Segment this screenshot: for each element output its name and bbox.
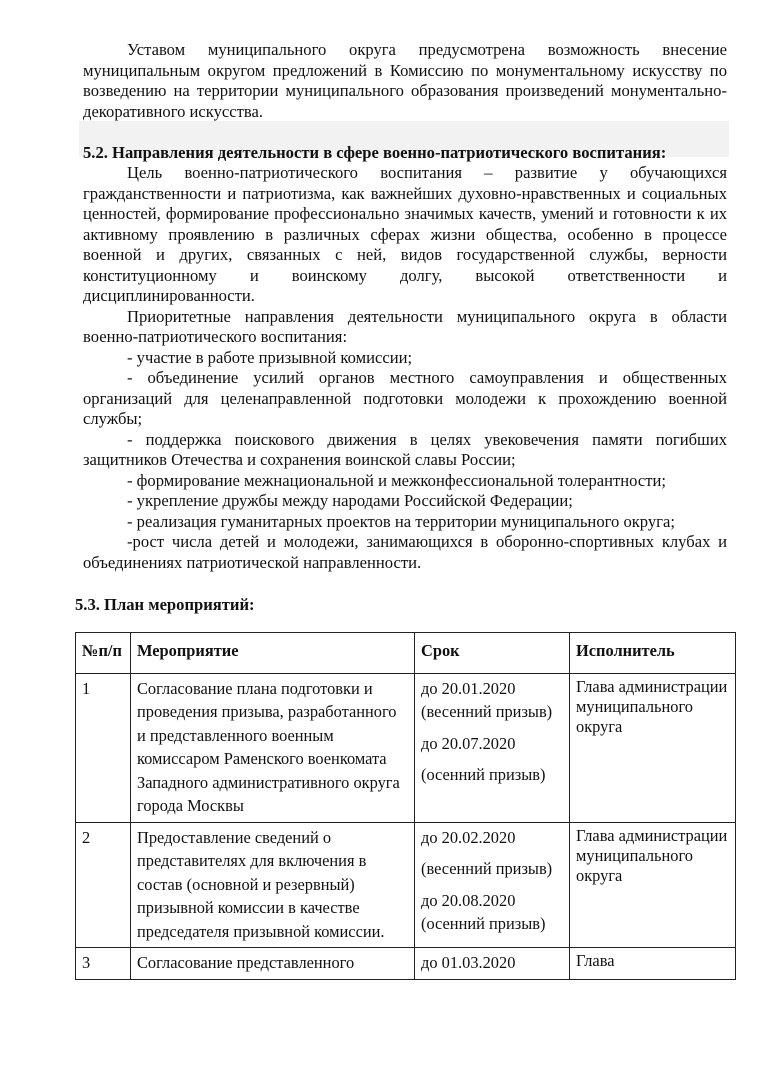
row-number: 3 [76,948,131,980]
row-event: Согласование представленного [131,948,415,980]
term-autumn-label: (осенний призыв) [421,914,546,933]
row-term [415,673,570,822]
row-term [415,822,570,948]
row-executor: Глава администрации муниципального округа [570,673,736,822]
term-autumn-date: до 20.08.2020 [421,890,516,910]
row-executor: Глава [570,948,736,980]
priority-item: - объединение усилий органов местного самоуправления и общественных организаций для целенаправленной подготовки молодежи к прохождению военной службы; [83,368,727,428]
row-number: 2 [76,822,131,948]
header-number: №п/п [76,633,131,674]
header-event: Мероприятие [131,633,415,674]
intro-block [83,40,727,122]
row-event: Предоставление сведений о представителях для включения в состав (основной и резервный) призывной комиссии в качестве председателя призывной комиссии. [131,822,415,948]
term-spring-label: (весенний призыв) [421,702,553,721]
priorities-intro: Приоритетные направления деятельности муниципального округа в области военно-патриотического воспитания: [83,306,727,346]
section-5-2-body [83,163,727,573]
table-row [76,673,736,822]
term-spring-date: до 20.02.2020 [421,827,516,847]
table-header-row [76,633,736,674]
term-spring-date: до 20.01.2020 [421,678,516,698]
section-5-2-heading: 5.2. Направления деятельности в сфере военно-патриотического воспитания: [83,143,667,162]
intro-paragraph: Уставом муниципального округа предусмотрена возможность внесение муниципальным округом предложений в Комиссию по монументальному искусству по возведению на территории муниципального образования произведений монументально-декоративного искусства. [83,40,727,121]
priority-item: - укрепление дружбы между народами Российской Федерации; [127,491,573,510]
term-autumn-date: до 20.07.2020 [421,733,516,753]
priority-item: -рост числа детей и молодежи, занимающихся в оборонно-спортивных клубах и объединениях патриотической направленности. [83,532,727,572]
priority-item: - участие в работе призывной комиссии; [127,347,413,367]
term-autumn-label: (осенний призыв) [421,765,546,784]
priority-item: - поддержка поискового движения в целях увековечения памяти погибших защитников Отечества и сохранения воинской славы России; [83,429,727,469]
term-spring-label: (весенний призыв) [421,859,553,878]
row-event: Согласование плана подготовки и проведения призыва, разработанного и представленного военным комиссаром Раменского военкомата Западного административного округа города Москвы [131,673,415,822]
row-executor: Глава администрации муниципального округа [570,822,736,948]
section-5-3-heading: 5.3. План мероприятий: [75,595,255,614]
table-row [76,822,736,948]
header-term: Срок [415,633,570,674]
row-number: 1 [76,673,131,822]
priority-item: - формирование межнациональной и межконфессиональной толерантности; [127,470,666,490]
header-executor: Исполнитель [570,633,736,674]
row-term: до 01.03.2020 [415,948,570,980]
goal-paragraph: Цель военно-патриотического воспитания – развитие у обучающихся гражданственности и патриотизма, как важнейших духовно-нравственных и социальных ценностей, формирование профессионально значимых качеств, умений и готовности к их активному проявлению в различных сферах жизни общества, особенно в процессе военной и других, связанных с ней, видов государственной службы, верности конституционному и воинскому долгу, высокой ответственности и дисциплинированности. [83,163,727,305]
table-row [76,948,736,980]
plan-table [75,632,736,980]
priority-item: - реализация гуманитарных проектов на территории муниципального округа; [127,511,675,531]
